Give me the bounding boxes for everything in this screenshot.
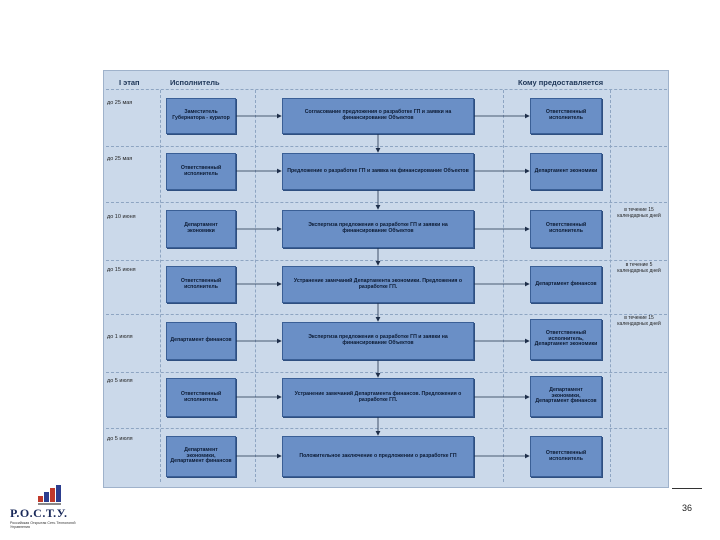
executor-box: Департамент финансов (166, 322, 236, 360)
page-number: 36 (682, 503, 693, 513)
recipient-header: Кому предоставляется (518, 78, 604, 87)
column-divider (255, 90, 256, 482)
executor-header: Исполнитель (170, 78, 220, 87)
row-date: до 5 июля (107, 378, 133, 384)
duration-note: в течение 15 календарных дней (617, 207, 661, 219)
row-date: до 25 мая (107, 156, 133, 162)
column-divider (503, 90, 504, 482)
recipient-box: Департамент экономики (530, 153, 602, 190)
row-date: до 25 мая (107, 100, 133, 106)
executor-box: Ответственный исполнитель (166, 153, 236, 190)
recipient-box: Ответственный исполнитель, Департамент экономики (530, 319, 602, 360)
row-divider (106, 146, 667, 147)
executor-box: Ответственный исполнитель (166, 378, 236, 417)
row-divider (106, 314, 667, 315)
action-box: Предложение о разработке ГП и заявка на финансирование Объектов (282, 153, 474, 190)
column-divider (160, 90, 161, 482)
action-box: Устранение замечаний Департамента экономики. Предложения о разработке ГП. (282, 266, 474, 303)
duration-note: в течение 15 календарных дней (617, 315, 661, 327)
page-number-rule (672, 488, 702, 489)
recipient-box: Ответственный исполнитель (530, 98, 602, 134)
row-divider (106, 428, 667, 429)
row-divider (106, 372, 667, 373)
row-date: до 1 июля (107, 334, 133, 340)
row-date: до 5 июля (107, 436, 133, 442)
executor-box: Ответственный исполнитель (166, 266, 236, 303)
action-box: Устранение замечаний Департамента финансов. Предложения о разработке ГП. (282, 378, 474, 417)
row-divider (106, 202, 667, 203)
action-box: Положительное заключение о предложении о разработке ГП (282, 436, 474, 477)
action-box: Экспертиза предложения о разработке ГП и заявки на финансирование Объектов (282, 322, 474, 360)
executor-box: Заместитель Губернатора - куратор (166, 98, 236, 134)
row-divider (106, 89, 667, 90)
column-divider (610, 90, 611, 482)
recipient-box: Департамент экономики, Департамент финансов (530, 376, 602, 417)
action-box: Экспертиза предложения о разработке ГП и заявки на финансирование Объектов (282, 210, 474, 248)
executor-box: Департамент экономики (166, 210, 236, 248)
executor-box: Департамент экономики, Департамент финансов (166, 436, 236, 477)
recipient-box: Ответственный исполнитель (530, 436, 602, 477)
recipient-box: Ответственный исполнитель (530, 210, 602, 248)
row-date: до 15 июня (107, 267, 136, 273)
duration-note: в течение 5 календарных дней (617, 262, 661, 274)
logo-subtitle: Российская Открытая Сеть Технологий Управления (10, 521, 76, 530)
recipient-box: Департамент финансов (530, 266, 602, 303)
stage-header: I этап (119, 78, 140, 87)
logo-title: Р.О.С.Т.У. (10, 506, 68, 520)
row-divider (106, 260, 667, 261)
action-box: Согласование предложения о разработке ГП и заявки на финансирование Объектов (282, 98, 474, 134)
row-date: до 10 июня (107, 214, 136, 220)
